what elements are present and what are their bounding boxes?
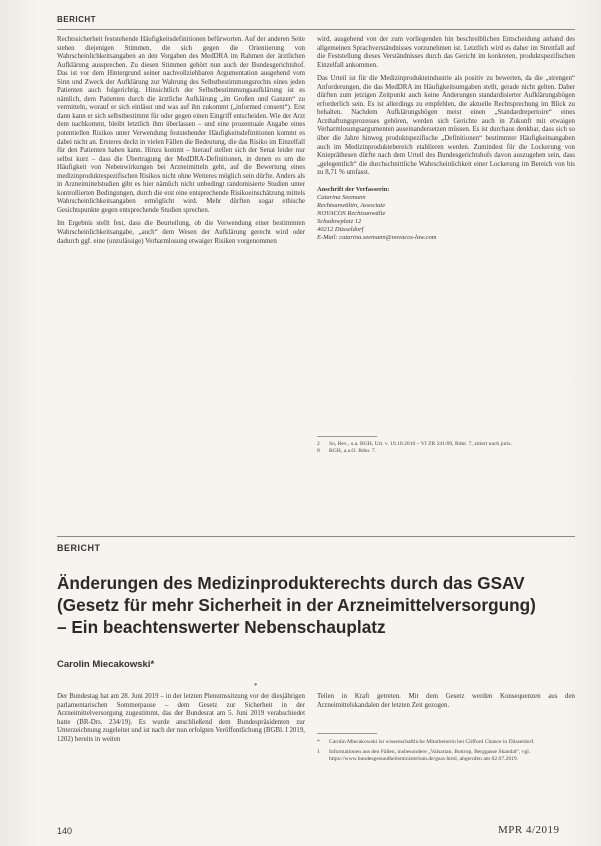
body-paragraph: Das Urteil ist für die Medizinprodukteindustrie als positiv zu bewerten, da die „strengen“ Anforderungen, die das MedDRA im Häufigkeitsumgaben stellt, gerade nicht gelten. Daher dürften zum jetzigen Zeitpunkt auch keine Änderungen standardisierter Aufklärungsbögen erforderlich sein. Es ist allerdings zu empfehlen, die aktuelle Rechtsprechung im Blick zu behalten. Nachdem Aufklärungsbögen meist einen „Standardrepertoire“ eines Arzthaftungsprozesses gehören, werden sich Gerichte auch in Zukunft mit etwaigen Verharmlosungsargumenten auseinandersetzen müssen. Es ist durchaus denkbar, dass sich so über die Jahre hinweg produktspezifische „Definitionen“ bestimmter Häufigkeitsangaben auch im Medizinproduktebereich etablieren werden. Zumindest für die Lockerung von Kniepräthesen dürfte nach dem Urteil des Bundesgerichtshofs davon auszugehen sein, dass „gelegentlich“ die durchschnittliche Wahrscheinlichkeit einer Lockerung im Bereich von bis zu 8,71 % umfasst.	[317, 75, 575, 177]
issue-label: MPR 4/2019	[498, 824, 560, 836]
section-label-top: BERICHT	[57, 15, 97, 24]
body-paragraph: Im Ergebnis stellt fest, dass die Beurteilung, ob die Verwendung einer bestimmten Wahrscheinlichkeitsangabe, „auch“ dem Wesen der Aufklärung gerecht wird oder dadurch ggf. eine (unzulässige) Verharmlosung etwaiger Risiken vorgenommen	[57, 220, 305, 245]
address-line: E-Mail: catarina.seemann@novacos-law.com	[317, 233, 437, 241]
article-section-label: BERICHT	[57, 543, 101, 553]
author-address	[317, 186, 575, 242]
address-line: Schadowplatz 12	[317, 217, 362, 225]
article-left-column	[57, 693, 305, 749]
header-rule	[57, 29, 575, 30]
address-line: Rechtsanwältin, Associate	[317, 201, 386, 209]
article-footnotes	[317, 739, 575, 763]
title-line: Änderungen des Medizinprodukterechts durch das GSAV	[57, 573, 525, 593]
article-footnote-rule	[317, 733, 377, 734]
top-footnotes	[317, 441, 575, 455]
footnote: * Carolin Miecakowski ist wissenschaftliche Mitarbeiterin bei Clifford Chance in Düsseldorf.	[317, 739, 535, 745]
asterisk-marker: *	[254, 682, 258, 690]
title-line: – Ein beachtenswerter Nebenschauplatz	[57, 617, 386, 637]
article-right-column	[317, 693, 575, 715]
footnote-rule	[317, 436, 377, 437]
body-paragraph: Teilen in Kraft getreten. Mit dem Gesetz werden Konsequenzen aus den Arzneimittelskandalen der letzten Zeit gezogen.	[317, 693, 575, 709]
article-title	[57, 572, 577, 638]
address-line: Catarina Seemann	[317, 193, 366, 201]
address-line: NOVACOS Rechtsanwälte	[317, 209, 386, 217]
footnote: 1 Informationen aus den Fällen, insbesondere „Valsartan, Bottrop, Berggasse Skandal“, vgl. https://www.bundesgesundheitsministerium.de/gsav.html, abgerufen am 02.07.2019.	[317, 749, 531, 762]
page-number: 140	[57, 826, 73, 836]
address-line: 40212 Düsseldorf	[317, 225, 364, 233]
body-paragraph: wird, ausgehend von der zum vorliegenden hin beschreiblichen Entscheidung anhand des allgemeinen Sprachverständnisses vorzunehmen ist. Letztlich wird es daher im Streitfall auf die Feststellung dieses Verständnisses durch das Gericht im konkreten, produktspezifischen Einzelfall ankommen.	[317, 36, 575, 69]
title-line: (Gesetz für mehr Sicherheit in der Arzneimittelversorgung)	[57, 595, 536, 615]
footnote: 2 So, Rev., u.a. BGH, Urt. v. 19.10.2010 – VI ZR 241/09, Rdnr. 7, zitiert nach juris.	[317, 441, 512, 447]
article-author: Carolin Miecakowski*	[57, 659, 155, 670]
address-heading: Anschrift der Verfasserin:	[317, 185, 390, 193]
top-right-column	[317, 36, 575, 242]
body-paragraph: Rechtssicherheit feststehende Häufigkeitsdefinitionen befürworten. Auf der anderen Seite stehen diejenigen Stimmen, die sich gegen die Orientierung von Wahrscheinlichkeitsangaben an den Vorgaben des MedDRA im Rahmen der ärztlichen Aufklärung aussprechen. Zu diesen Stimmen gehört nun auch der Bundesgerichtshof. Das ist vor dem Hintergrund seiner nachvollziehbaren Argumentation ausgehend vom Sinn und Zweck der Aufklärung zur Wahrung des Selbstbestimmungsrechts eines jeden Patienten auch folgerichtig. Hinsichtlich der Selbstbestimmungsaufklärung ist es nämlich, dem Patienten durch die ärztliche Aufklärung „im Großen und Ganzen“ zu vermitteln, worauf er sich einlässt und was auf ihn zukommt („informed consent“). Erst dann kann er sich selbstbestimmt für oder gegen einen Eingriff entscheiden. Wie der Arzt dem nachkommt, bleibt letztlich ihm überlassen – und eine prozentuale Angabe eines potentiellen Risikos unter Verwendung feststehender Häufigkeitsdefinitionen kommt es dabei nicht an. Ersteres deckt in vielen Fällen die Bedeutung, die das Risiko im Einzelfall für den Patienten haben kann. Hinzu kommt – hierauf stellen sich der Senat leider nur selbst kurz – dass die Übertragung der MedDRA-Definitionen, in denen es um die Häufigkeit von Nebenwirkungen bei Arzneimitteln geht, auf die Bewertung eines medizinproduktespezifischen Risikos nicht ohne Weiteres möglich sein dürfte. Anders als in Arzneimittelstudien gibt es hier nämlich nicht unbedingt randomisierte Studien unter kontrollierten Bedingungen, durch die erst eine entsprechende Risikoeinschätzung mittels Wahrscheinlichkeitsangaben ermöglicht wird. Mehr dürften sogar ethische Gesichtspunkte gegen entsprechende Studien sprechen.	[57, 36, 305, 214]
body-paragraph: Der Bundestag hat am 28. Juni 2019 – in der letzten Plenumssitzung vor der diesjährigen parlamentarischen Sommerpause – dem Gesetz zur Sicherheit in der Arzneimittelversorgung zugestimmt, das der Bundesrat am 5. Juni 2019 verabschiedet hatte (BR-Drs. 234/19). Es wurde anschließend dem Bundespräsidenten zur Unterzeichnung zugeleitet und ist nach der nun erfolgten Veröffentlichung (BGBl. I 2019, 1202) bereits in weiten	[57, 693, 305, 743]
footnote: 8 BGH, a.a.O. Rdnr. 7.	[317, 448, 377, 454]
top-left-column	[57, 36, 305, 251]
article-rule	[57, 536, 575, 537]
